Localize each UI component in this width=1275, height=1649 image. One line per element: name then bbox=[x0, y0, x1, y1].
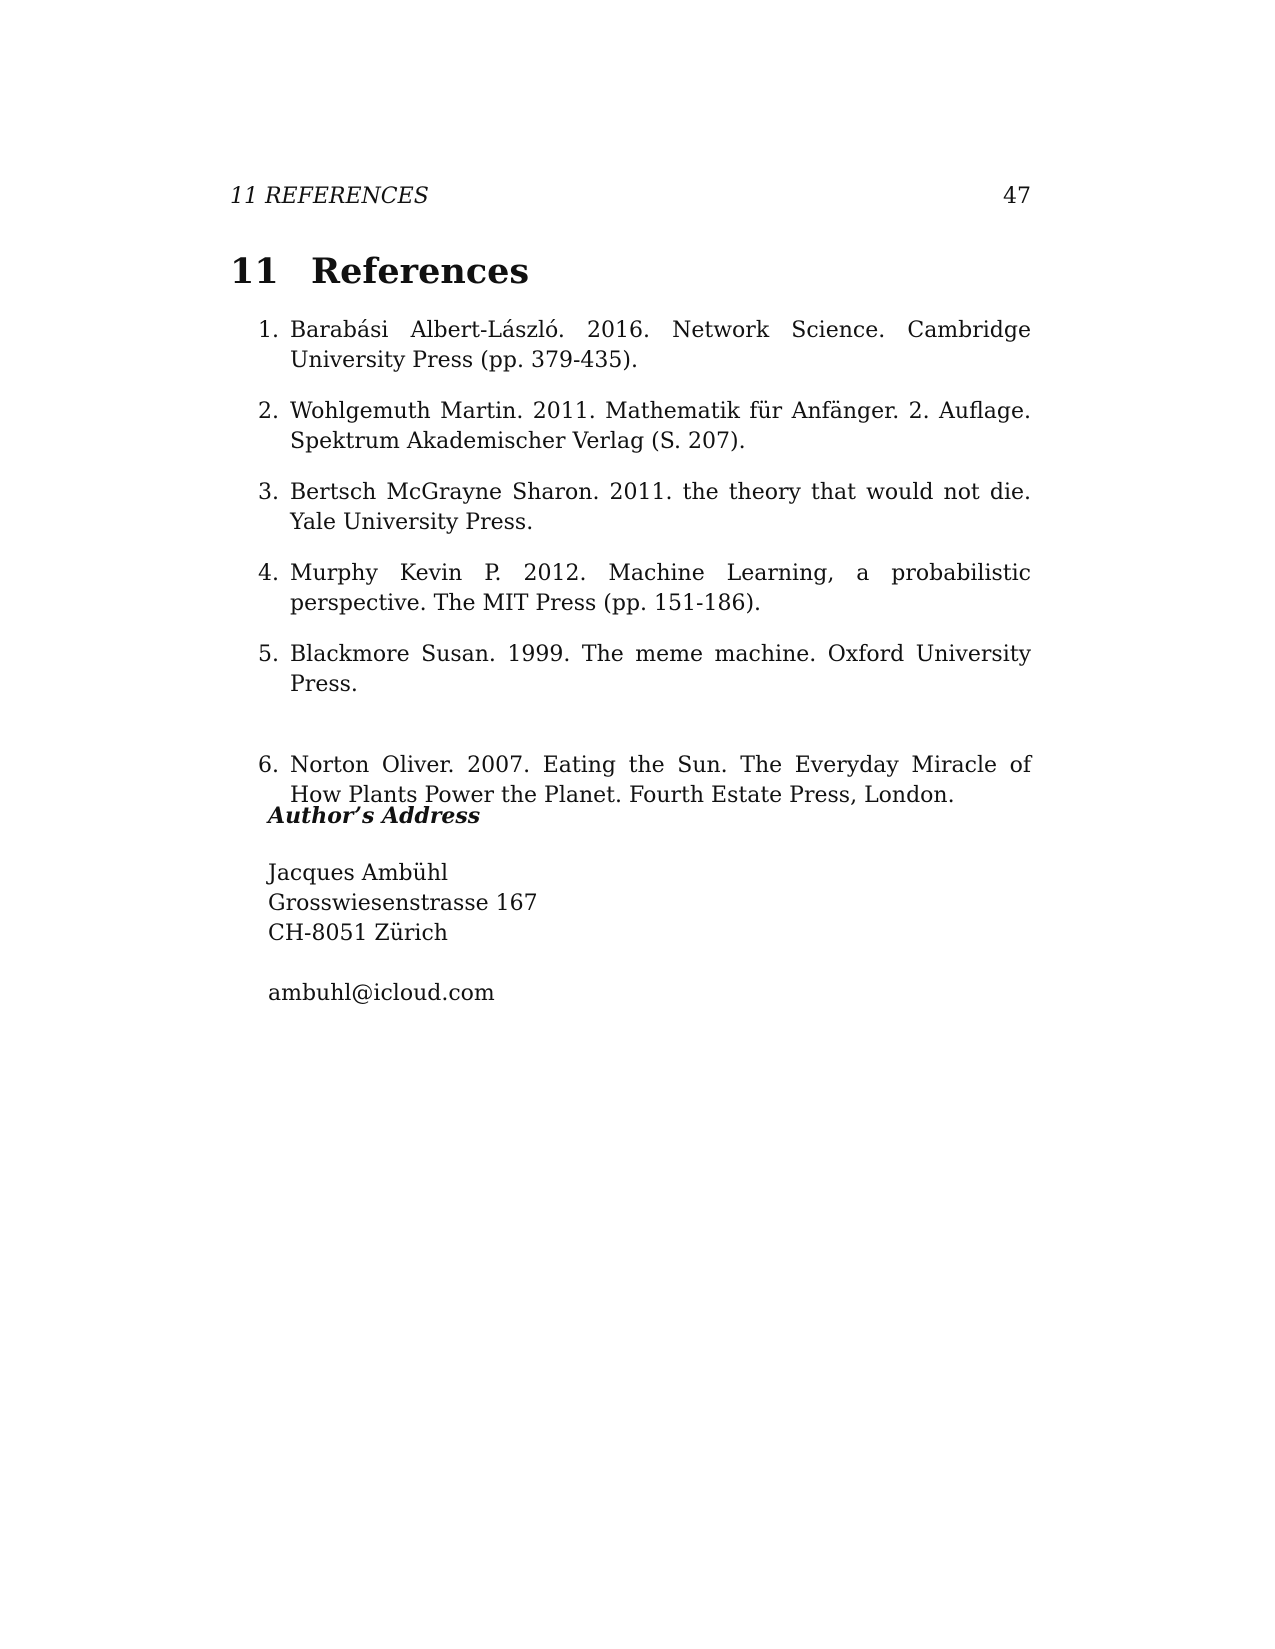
reference-number: 5. bbox=[258, 642, 279, 667]
reference-text: Barabási Albert-László. 2016. Network Science. Cambridge University Press (pp. 379-435). bbox=[290, 318, 1031, 373]
reference-text: Murphy Kevin P. 2012. Machine Learning, a probabilistic perspective. The MIT Press (pp. 151-186). bbox=[290, 561, 1031, 616]
section-number: 11 bbox=[230, 251, 279, 292]
reference-number: 3. bbox=[258, 480, 279, 505]
reference-item bbox=[258, 316, 1031, 376]
reference-number: 6. bbox=[258, 753, 279, 778]
reference-text: Wohlgemuth Martin. 2011. Mathematik für Anfänger. 2. Auflage. Spektrum Akademischer Verlag (S. 207). bbox=[290, 399, 1031, 454]
author-address-block bbox=[268, 801, 868, 1009]
page-number: 47 bbox=[1003, 184, 1031, 209]
author-email: ambuhl@icloud.com bbox=[268, 981, 495, 1006]
running-title: 11 REFERENCES bbox=[230, 184, 429, 209]
reference-item bbox=[258, 640, 1031, 700]
reference-number: 1. bbox=[258, 318, 279, 343]
reference-text: Blackmore Susan. 1999. The meme machine. Oxford University Press. bbox=[290, 642, 1031, 697]
section-heading bbox=[230, 252, 529, 292]
reference-text: Norton Oliver. 2007. Eating the Sun. The Everyday Miracle of How Plants Power the Planet. Fourth Estate Press, London. bbox=[290, 753, 1031, 808]
reference-text: Bertsch McGrayne Sharon. 2011. the theory that would not die. Yale University Press. bbox=[290, 480, 1031, 535]
author-address-heading: Author’s Address bbox=[268, 803, 481, 829]
reference-item bbox=[258, 478, 1031, 538]
author-name: Jacques Ambühl bbox=[268, 861, 449, 886]
reference-number: 4. bbox=[258, 561, 279, 586]
reference-list bbox=[258, 316, 1031, 832]
section-title: References bbox=[311, 251, 530, 292]
reference-item bbox=[258, 559, 1031, 619]
reference-number: 2. bbox=[258, 399, 279, 424]
author-street: Grosswiesenstrasse 167 bbox=[268, 891, 538, 916]
reference-item bbox=[258, 397, 1031, 457]
author-city: CH-8051 Zürich bbox=[268, 921, 448, 946]
